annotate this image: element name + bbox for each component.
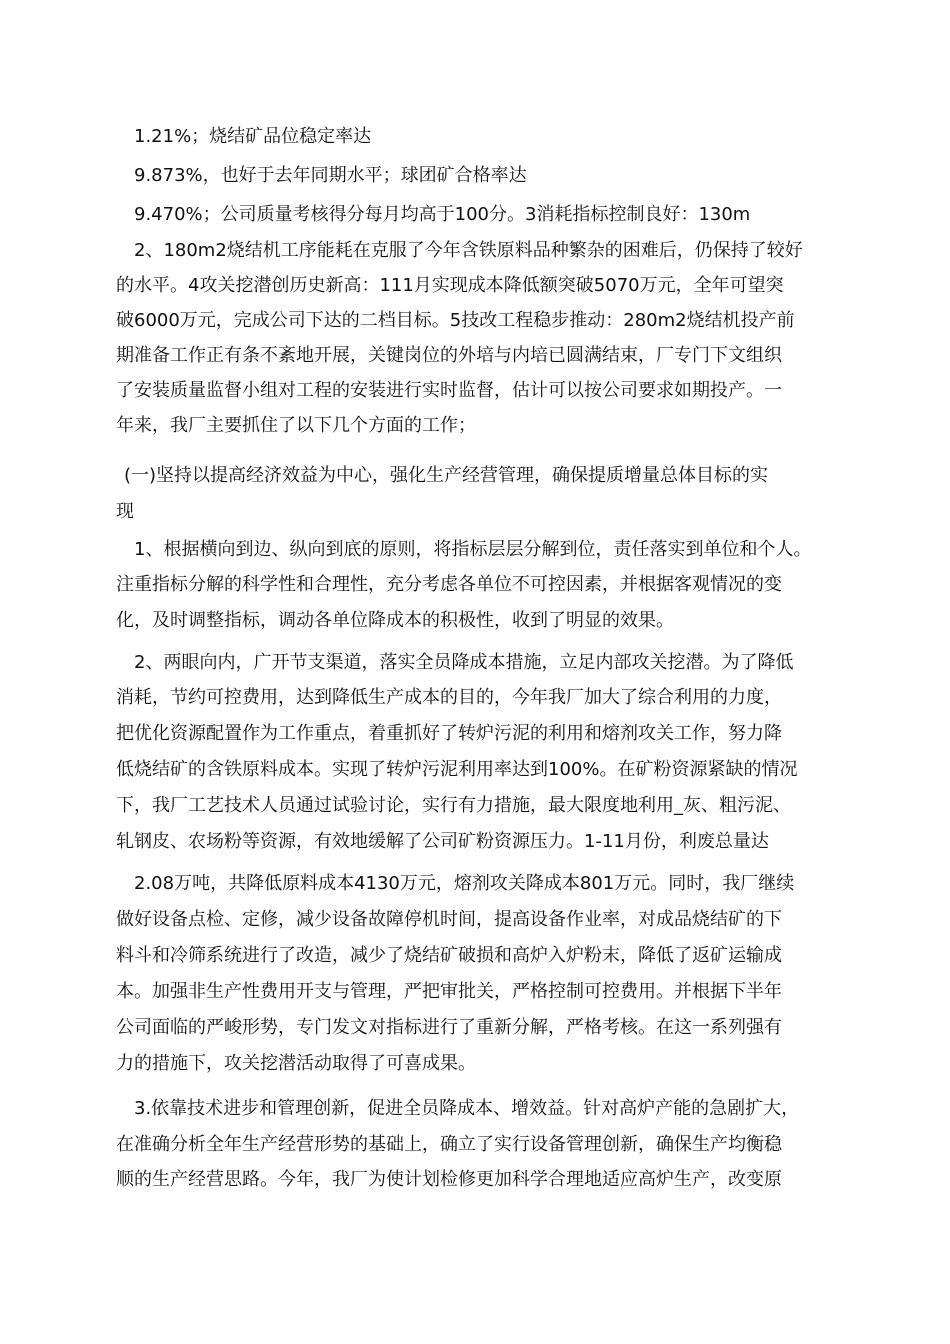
text-line: 注重指标分解的科学性和合理性，充分考虑各单位不可控因素，并根据客观情况的变 [116,574,782,595]
text-line: 公司面临的严峻形势，专门发文对指标进行了重新分解，严格考核。在这一系列强有 [116,1017,782,1038]
text-line: 破6000万元，完成公司下达的二档目标。5技改工程稳步推动：280m2烧结机投产前 [116,310,795,331]
text-line: 轧钢皮、农场粉等资源，有效地缓解了公司矿粉资源压力。1-11月份，利废总量达 [116,831,769,852]
text-line: 9.873%，也好于去年同期水平；球团矿合格率达 [134,165,527,186]
text-line: 的水平。4攻关挖潜创历史新高：111月实现成本降低额突破5070万元，全年可望突 [116,275,784,296]
text-line: 期准备工作正有条不紊地开展，关键岗位的外培与内培已圆满结束，厂专门下文组织 [116,345,782,366]
text-line: 把优化资源配置作为工作重点，着重抓好了转炉污泥的利用和熔剂攻关工作，努力降 [116,723,782,744]
text-line: 本。加强非生产性费用开支与管理，严把审批关，严格控制可控费用。并根据下半年 [116,981,782,1002]
text-line: 3.依靠技术进步和管理创新，促进全员降成本、增效益。针对高炉产能的急剧扩大， [134,1098,800,1119]
text-line: 下，我厂工艺技术人员通过试验讨论，实行有力措施，最大限度地利用_灰、粗污泥、 [116,795,791,816]
text-line: 现 [116,501,134,522]
text-line: 年来，我厂主要抓住了以下几个方面的工作； [116,415,476,436]
text-line: 1.21%；烧结矿品位稳定率达 [134,126,372,147]
text-line: 在准确分析全年生产经营形势的基础上，确立了实行设备管理创新，确保生产均衡稳 [116,1134,782,1155]
text-line: 化，及时调整指标，调动各单位降成本的积极性，收到了明显的效果。 [116,610,674,631]
text-line: 力的措施下，攻关挖潜活动取得了可喜成果。 [116,1053,476,1074]
text-line: 2、两眼向内，广开节支渠道，落实全员降成本措施，立足内部攻关挖潜。为了降低 [134,652,794,673]
text-line: 了安装质量监督小组对工程的安装进行实时监督，估计可以按公司要求如期投产。一 [116,380,782,401]
text-line: 低烧结矿的含铁原料成本。实现了转炉污泥利用率达到100%。在矿粉资源紧缺的情况 [116,759,798,780]
text-line: 做好设备点检、定修，减少设备故障停机时间，提高设备作业率，对成品烧结矿的下 [116,909,782,930]
text-line: 2.08万吨，共降低原料成本4130万元，熔剂攻关降成本801万元。同时，我厂继续 [134,873,795,894]
text-line: (一)坚持以提高经济效益为中心，强化生产经营管理，确保提质增量总体目标的实 [124,465,769,486]
text-line: 1、根据横向到边、纵向到底的原则，将指标层层分解到位，责任落实到单位和个人。 [134,539,812,560]
text-line: 9.470%；公司质量考核得分每月均高于100分。3消耗指标控制良好：130m [134,204,751,225]
text-line: 2、180m2烧结机工序能耗在克服了今年含铁原料品种繁杂的困难后，仍保持了较好 [134,240,803,261]
text-line: 消耗，节约可控费用，达到降低生产成本的目的，今年我厂加大了综合利用的力度， [116,687,782,708]
text-line: 顺的生产经营思路。今年，我厂为使计划检修更加科学合理地适应高炉生产，改变原 [116,1169,782,1190]
text-line: 料斗和冷筛系统进行了改造，减少了烧结矿破损和高炉入炉粉末，降低了返矿运输成 [116,945,782,966]
